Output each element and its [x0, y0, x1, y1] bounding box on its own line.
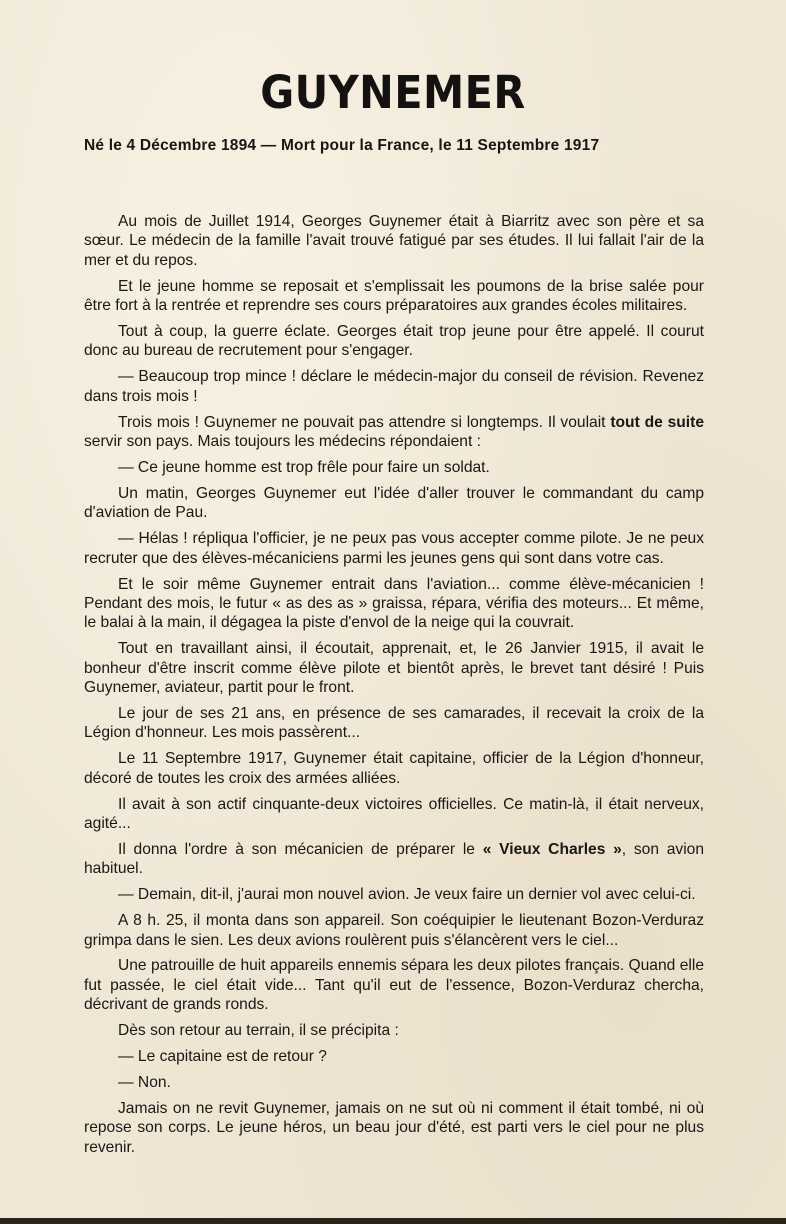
paragraph: — Non. — [118, 1073, 171, 1091]
paragraph: — Hélas ! répliqua l'officier, je ne peux pas vous accepter comme pilote. Je ne peux recruter que des élèves-mécaniciens parmi les jeunes gens qui sont dans votre cas. — [84, 530, 704, 567]
paragraph: Le 11 Septembre 1917, Guynemer était capitaine, officier de la Légion d'honneur, décoré de toutes les croix des armées alliées. — [84, 750, 704, 787]
paragraph — [84, 840, 704, 879]
page-title: GUYNEMER — [260, 66, 526, 119]
paragraph: — Beaucoup trop mince ! déclare le médecin-major du conseil de révision. Revenez dans trois mois ! — [84, 368, 704, 405]
paragraph: Au mois de Juillet 1914, Georges Guynemer était à Biarritz avec son père et sa sœur. Le médecin de la famille l'avait trouvé fatigué par ses études. Il lui fallait l'air de la mer et du repos. — [84, 213, 704, 269]
paragraph: A 8 h. 25, il monta dans son appareil. Son coéquipier le lieutenant Bozon-Verduraz grimpa dans le sien. Les deux avions roulèrent puis s'élancèrent vers le ciel... — [84, 912, 704, 949]
paragraph: Une patrouille de huit appareils ennemis sépara les deux pilotes français. Quand elle fut passée, le ciel était vide... Tant qu'il eut de l'essence, Bozon-Verduraz chercha, décrivant de grands ronds. — [84, 957, 704, 1014]
paragraph: — Demain, dit-il, j'aurai mon nouvel avion. Je veux faire un dernier vol avec celui-ci. — [118, 886, 696, 904]
text-run: Il donna l'ordre à son mécanicien de préparer le — [118, 840, 483, 858]
paragraph — [84, 413, 704, 452]
bold-emphasis: tout de suite — [610, 413, 704, 431]
page-subtitle-dates: Né le 4 Décembre 1894 — Mort pour la France, le 11 Septembre 1917 — [84, 137, 600, 154]
text-run: , son avion habituel. — [84, 840, 705, 878]
paragraph: — Ce jeune homme est trop frêle pour faire un soldat. — [118, 458, 490, 476]
article-body — [84, 212, 704, 1164]
scan-bottom-edge — [0, 1218, 786, 1224]
bold-emphasis: « Vieux Charles » — [482, 840, 622, 858]
paragraph: Et le soir même Guynemer entrait dans l'aviation... comme élève-mécanicien ! Pendant des mois, le futur « as des as » graissa, répara, vérifia des moteurs... Et même, le balai à la main, il dégagea la piste d'envol de la neige qui la couvrait. — [84, 575, 704, 632]
paragraph: Un matin, Georges Guynemer eut l'idée d'aller trouver le commandant du camp d'aviation de Pau. — [84, 484, 704, 522]
paragraph: Jamais on ne revit Guynemer, jamais on ne sut où ni comment il était tombé, ni où repose son corps. Le jeune héros, un beau jour d'été, est parti vers le ciel pour ne plus revenir. — [84, 1099, 704, 1156]
paragraph: Le jour de ses 21 ans, en présence de ses camarades, il recevait la croix de la Légion d'honneur. Les mois passèrent... — [84, 704, 704, 742]
paragraph: Tout à coup, la guerre éclate. Georges était trop jeune pour être appelé. Il courut donc au bureau de recrutement pour s'engager. — [84, 323, 704, 360]
paragraph: Et le jeune homme se reposait et s'emplissait les poumons de la brise salée pour être fort à la rentrée et reprendre ses cours préparatoires aux grandes écoles militaires. — [84, 277, 704, 315]
text-run: servir son pays. Mais toujours les médecins répondaient : — [84, 433, 481, 451]
paragraph: — Le capitaine est de retour ? — [118, 1048, 327, 1066]
paragraph: Il avait à son actif cinquante-deux victoires officielles. Ce matin-là, il était nerveux, agité... — [84, 795, 704, 832]
paragraph: Tout en travaillant ainsi, il écoutait, apprenait, et, le 26 Janvier 1915, il avait le bonheur d'être inscrit comme élève pilote et bientôt après, le brevet tant désiré ! Puis Guynemer, aviateur, partit pour le front. — [84, 640, 704, 697]
text-run: Trois mois ! Guynemer ne pouvait pas attendre si longtemps. Il voulait — [118, 413, 611, 431]
paragraph: Dès son retour au terrain, il se précipita : — [118, 1022, 399, 1040]
